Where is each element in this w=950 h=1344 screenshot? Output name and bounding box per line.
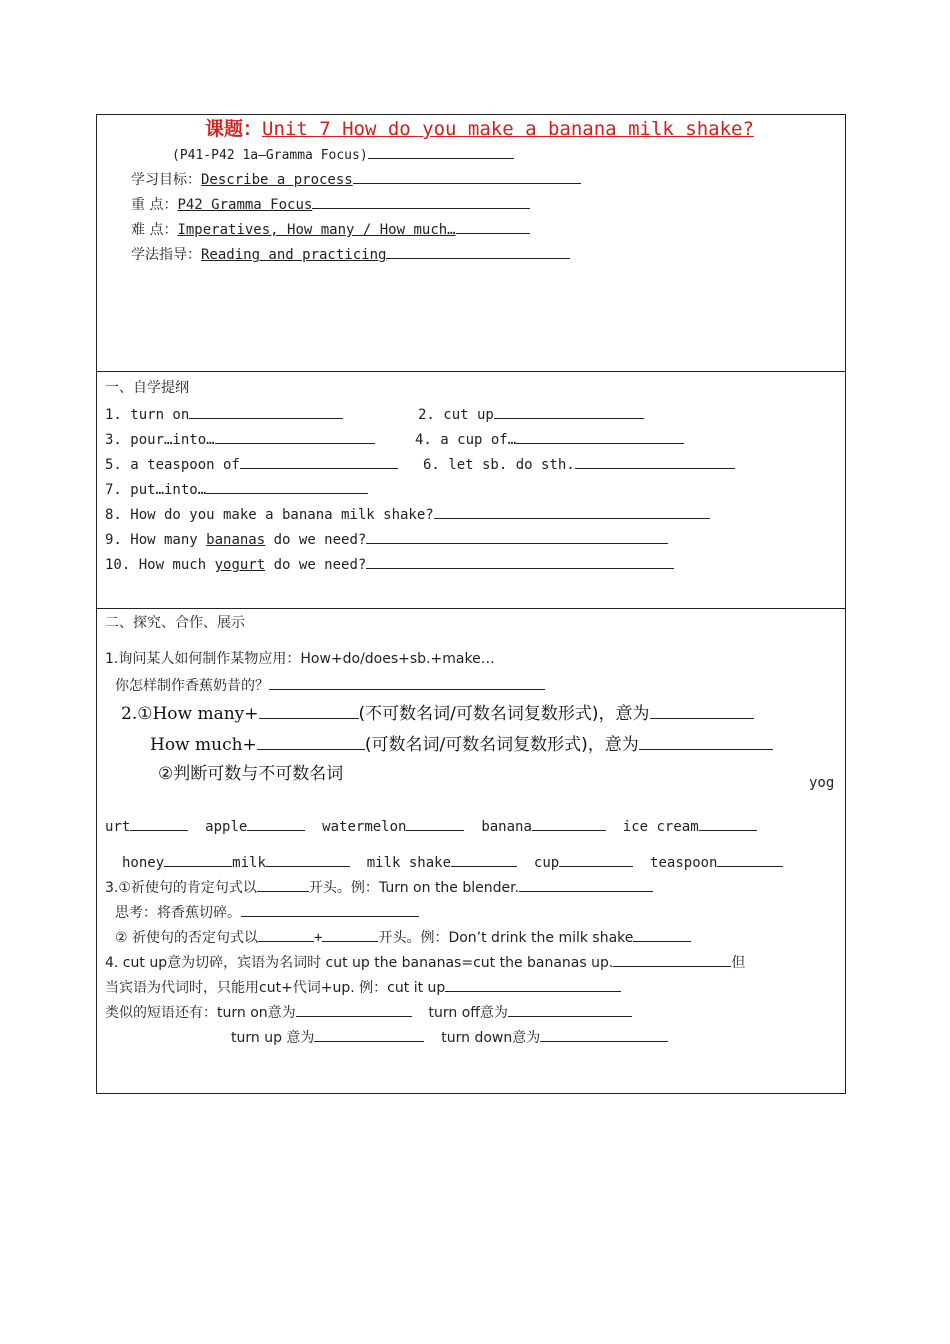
s1-item-4 [415,429,684,449]
q2-line2 [150,732,773,756]
nouns-row2 [122,852,783,872]
subtitle-text: (P41-P42 1a—Gramma Focus) [172,148,368,163]
key-row [131,194,530,214]
q3-line3-a: ② 祈使句的否定句式以 [115,930,259,946]
q3-line3-plus: + [314,930,323,946]
s1-item-5 [105,454,398,474]
q4-line1-b: 但 [731,955,746,971]
q4-line1 [105,952,745,972]
q3-line3-b: 开头。例：Don’t drink the milk shake [378,930,634,946]
s1-item-7 [105,479,368,499]
method-row [131,244,570,264]
noun-banana: banana [481,819,532,835]
s1-item-9-suffix: do we need? [273,532,367,548]
q2-line3: ②判断可数与不可数名词 [158,764,344,784]
nouns-row1 [105,816,757,836]
goal-value: Describe a process [201,172,353,188]
s1-item-10 [105,554,674,574]
q2-line1 [121,701,754,725]
lesson-title-label: 课题： [205,118,263,140]
noun-ice-cream: ice cream [622,819,699,835]
noun-milk: milk [232,855,266,871]
q2-line2-mid: (可数名词/可数名词复数形式)，意为 [364,735,639,755]
q3-line1-a: 3.①祈使句的肯定句式以 [105,880,257,896]
s1-item-1 [105,404,343,424]
noun-apple: apple [205,819,248,835]
q4-line1-a: 4. cut up意为切碎，宾语为名词时 cut up the bananas=cut the bananas up. [105,955,614,971]
subtitle [172,144,514,165]
goal-row [131,169,581,189]
q3-line3 [115,927,691,947]
s1-item-8 [105,504,710,524]
s1-item-3-text: 3. pour…into… [105,432,215,448]
s1-item-9-prefix: 9. How many [105,532,198,548]
s1-item-6 [423,454,735,474]
table-divider-1 [96,371,846,372]
q4-line3 [105,1002,632,1022]
q1-line2-text: 你怎样制作香蕉奶昔的？ [115,678,269,694]
q4-line3-b: turn off意为 [428,1005,508,1021]
s1-item-2 [418,404,644,424]
q2-line1-mid: (不可数名词/可数名词复数形式)，意为 [358,704,650,724]
lesson-title-text: Unit 7 How do you make a banana milk shake? [262,118,754,140]
q3-line1 [105,877,653,897]
s1-item-3 [105,429,375,449]
s1-item-8-text: 8. How do you make a banana milk shake? [105,507,434,523]
key-label: 重 点： [131,197,178,213]
noun-yogurt: urt [105,819,131,835]
noun-watermelon: watermelon [322,819,407,835]
goal-label: 学习目标： [131,172,201,188]
noun-honey: honey [122,855,165,871]
method-value: Reading and practicing [201,247,387,263]
s1-item-9-noun: bananas [206,532,266,548]
q2-line1-prefix: 2.①How many+ [121,704,259,724]
q1-line2 [115,675,545,695]
noun-cup: cup [533,855,560,871]
noun-milk-shake: milk shake [366,855,452,871]
q4-line2 [105,977,621,997]
lesson-title [205,117,754,141]
s1-item-9 [105,529,668,549]
section1-heading: 一、自学提纲 [105,380,189,396]
q4-line2-text: 当宾语为代词时，只能用cut+代词+up. 例：cut it up [105,980,446,996]
q3-line2 [115,902,419,922]
yog-fragment: yog [809,775,835,791]
difficulty-value: Imperatives, How many / How much… [177,222,456,238]
s1-item-4-text: 4. a cup of… [415,432,517,448]
difficulty-label: 难 点： [131,222,178,238]
q4-line3-a: 类似的短语还有：turn on意为 [105,1005,296,1021]
s1-item-6-text: 6. let sb. do sth. [423,457,575,473]
q4-line4-b: turn down意为 [441,1030,541,1046]
s1-item-2-text: 2. cut up [418,407,494,423]
q2-line2-prefix: How much+ [150,735,257,755]
s1-item-10-suffix: do we need? [273,557,367,573]
method-label: 学法指导： [131,247,201,263]
q1-line1: 1.询问某人如何制作某物应用：How+do/does+sb.+make… [105,651,495,667]
q3-line1-b: 开头。例：Turn on the blender. [308,880,520,896]
section2-heading: 二、探究、合作、展示 [105,615,245,631]
q3-line2-text: 思考：将香蕉切碎。 [115,905,241,921]
key-value: P42 Gramma Focus [177,197,313,213]
table-divider-2 [96,608,846,609]
s1-item-5-text: 5. a teaspoon of [105,457,240,473]
s1-item-10-prefix: 10. How much [105,557,207,573]
difficulty-row [131,219,530,239]
q4-line4-a: turn up 意为 [231,1030,315,1046]
s1-item-7-text: 7. put…into… [105,482,207,498]
q4-line4 [231,1027,668,1047]
noun-teaspoon: teaspoon [650,855,718,871]
s1-item-10-noun: yogurt [214,557,266,573]
s1-item-1-text: 1. turn on [105,407,190,423]
